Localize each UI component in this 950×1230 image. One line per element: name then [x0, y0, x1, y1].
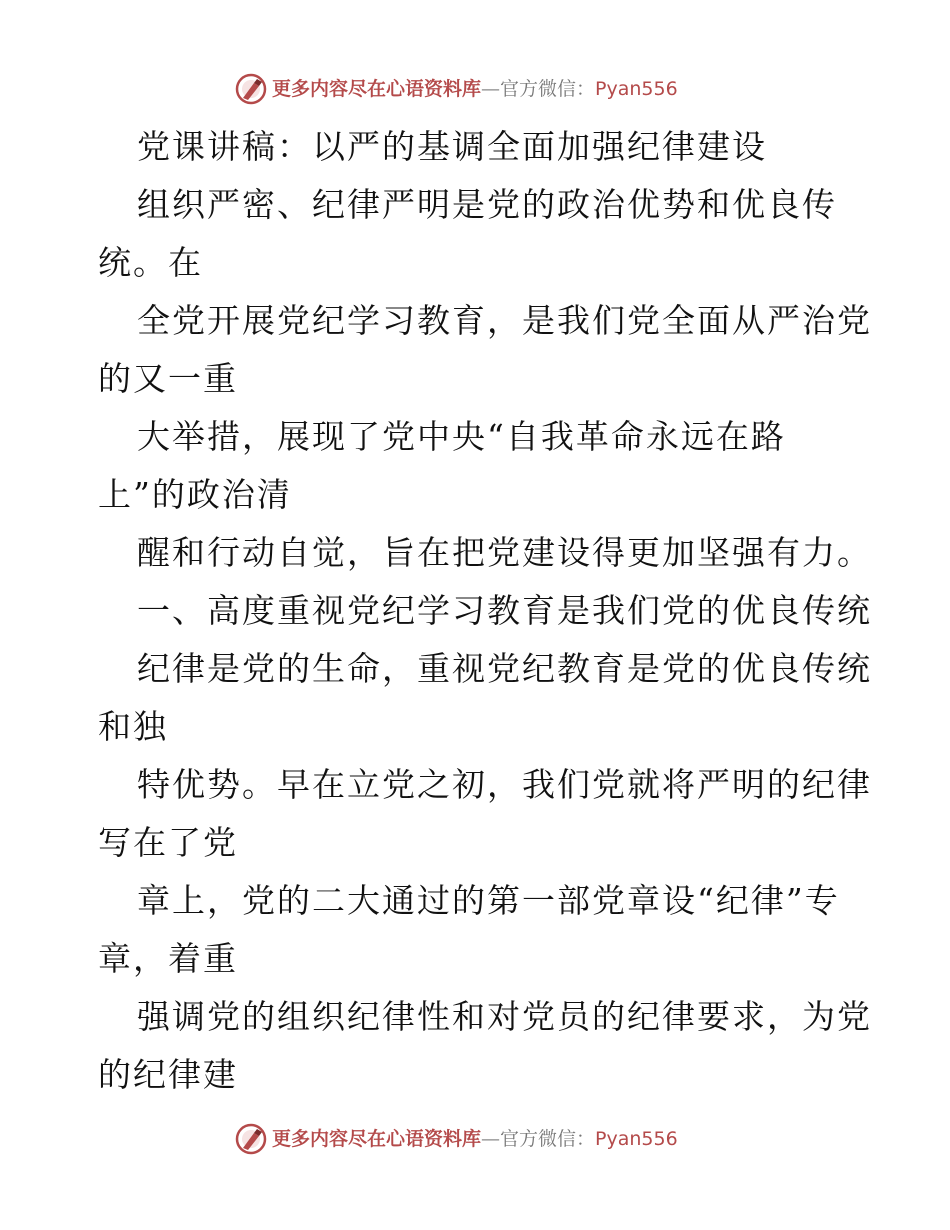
pen-nib-logo-icon [234, 1122, 268, 1156]
text-line: 写在了党 [98, 823, 238, 862]
text-line: 章上，党的二大通过的第一部党章设“纪律”专 [137, 881, 840, 920]
text-line: 强调党的组织纪律性和对党员的纪律要求，为党 [137, 997, 872, 1036]
section-heading: 一、高度重视党纪学习教育是我们党的优良传统 [137, 591, 872, 630]
text-line: 纪律是党的生命，重视党纪教育是党的优良传统 [137, 649, 872, 688]
text-line: 全党开展党纪学习教育，是我们党全面从严治党 [137, 301, 872, 340]
banner-separator: — [481, 1128, 501, 1150]
text-line: 大举措，展现了党中央“自我革命永远在路 [137, 417, 786, 456]
banner-wechat-id: Pyan556 [595, 78, 678, 100]
banner-separator: — [481, 78, 501, 100]
text-line: 的又一重 [98, 359, 238, 398]
banner-wechat-label: 官方微信： [500, 78, 596, 100]
text-line: 统。在 [98, 243, 203, 282]
banner-text [272, 76, 678, 102]
banner-text [272, 1126, 678, 1152]
text-line: 醒和行动自觉，旨在把党建设得更加坚强有力。 [137, 533, 872, 572]
banner-brand: 更多内容尽在心语资料库 [272, 78, 482, 100]
pen-nib-logo-icon [234, 72, 268, 106]
text-line: 章，着重 [98, 939, 238, 978]
banner-wechat-id: Pyan556 [595, 1128, 678, 1150]
banner-brand: 更多内容尽在心语资料库 [272, 1128, 482, 1150]
text-line: 特优势。早在立党之初，我们党就将严明的纪律 [137, 765, 872, 804]
text-line: 上”的政治清 [98, 475, 292, 514]
text-line: 的纪律建 [98, 1055, 238, 1094]
text-line: 组织严密、纪律严明是党的政治优势和优良传 [137, 185, 837, 224]
header-watermark-banner [0, 70, 950, 110]
footer-watermark-banner [0, 1120, 950, 1160]
banner-wechat-label: 官方微信： [500, 1128, 596, 1150]
text-line: 和独 [98, 707, 168, 746]
document-title: 党课讲稿：以严的基调全面加强纪律建设 [137, 127, 767, 166]
